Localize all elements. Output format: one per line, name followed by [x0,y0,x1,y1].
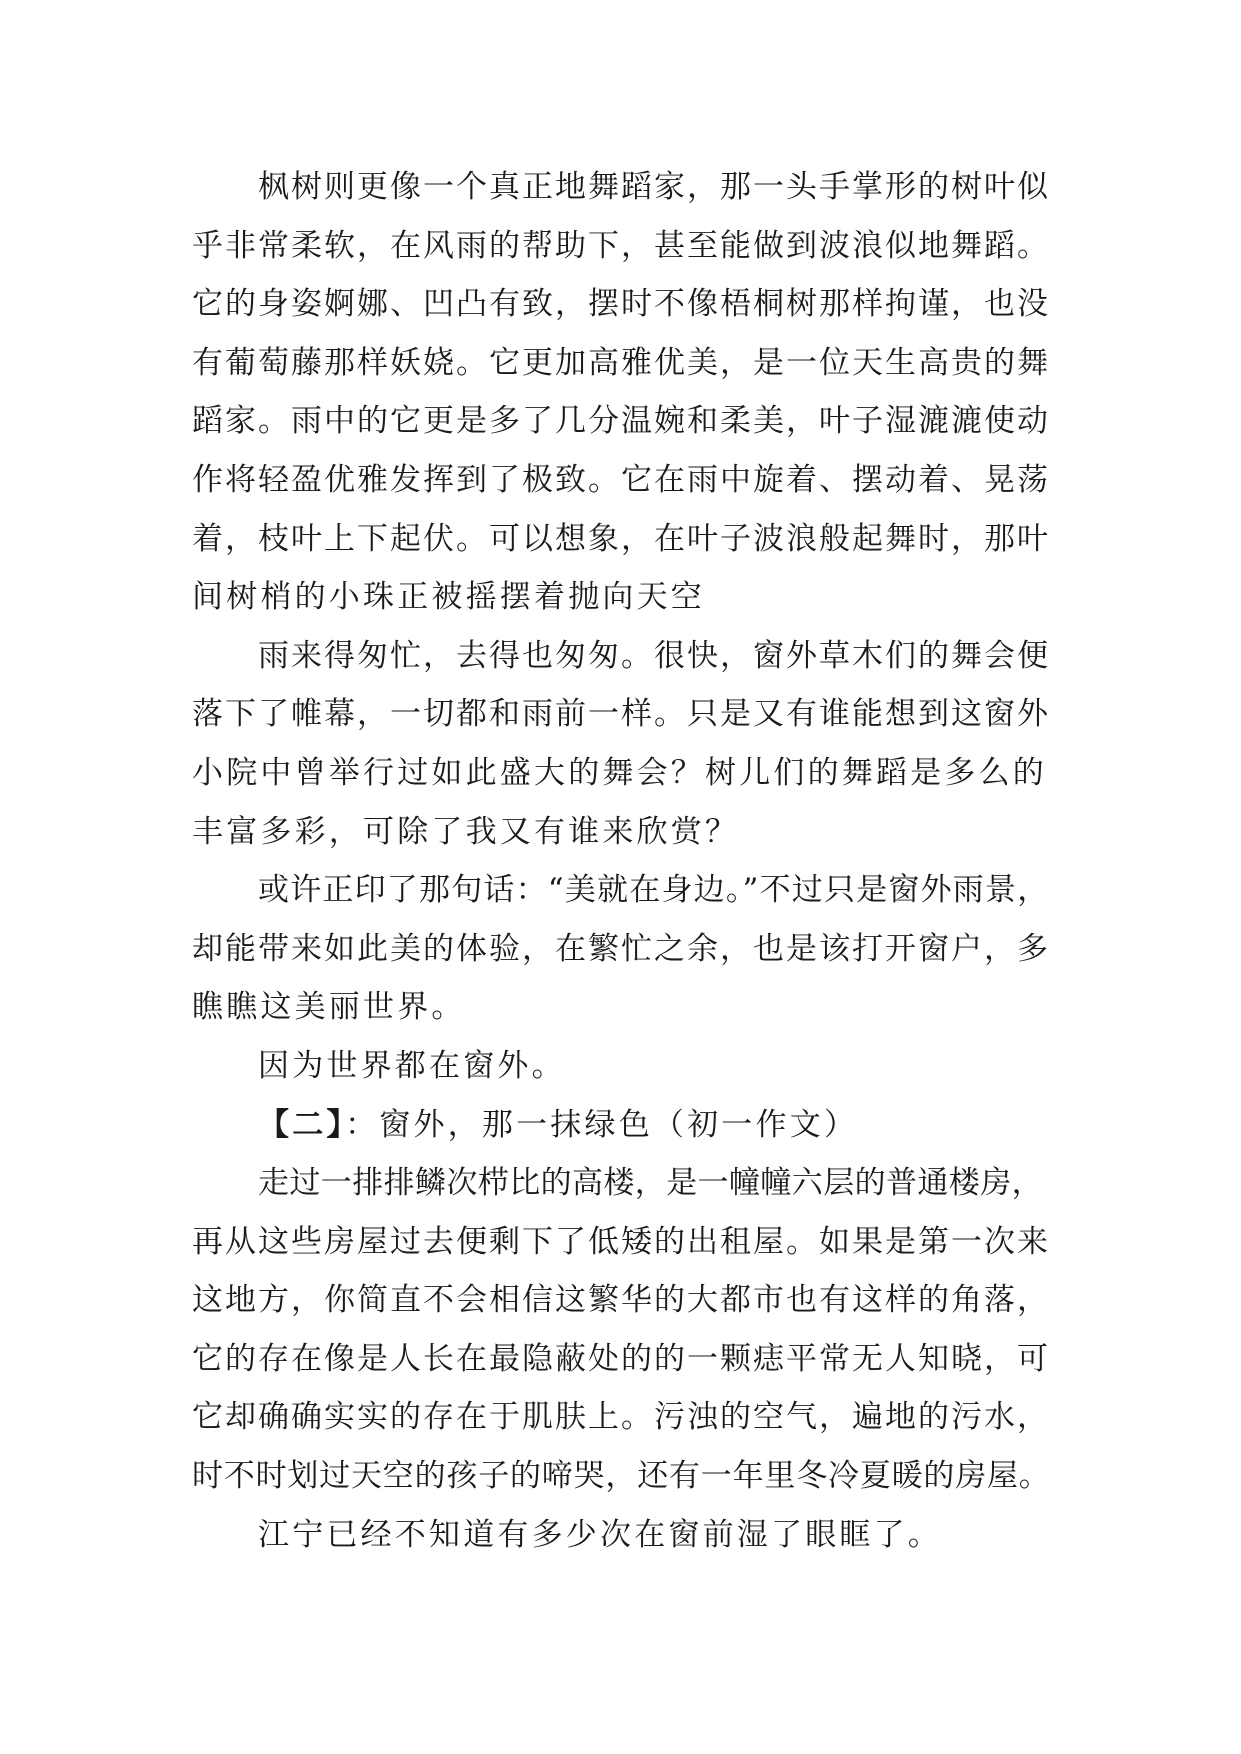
text-line: 它却确确实实的存在于肌肤上。污浊的空气，遍地的污水， [192,1399,1050,1436]
text-line: 有葡萄藤那样妖娆。它更加高雅优美，是一位天生高贵的舞 [192,344,1050,381]
text-line: 作将轻盈优雅发挥到了极致。它在雨中旋着、摆动着、晃荡 [192,461,1050,498]
section-heading [192,1096,1052,1155]
text-line: 丰富多彩，可除了我又有谁来欣赏？ [192,813,740,850]
text-line: 乎非常柔软，在风雨的帮助下，甚至能做到波浪似地舞蹈。 [192,227,1050,264]
text-line: 再从这些房屋过去便剩下了低矮的出租屋。如果是第一次来 [192,1223,1050,1260]
text-line: 它的身姿婀娜、凹凸有致，摆时不像梧桐树那样拘谨，也没 [192,286,1050,323]
text-line: 枫树则更像一个真正地舞蹈家，那一头手掌形的树叶似 [258,169,1050,205]
text-line: 走过一排排鳞次栉比的高楼，是一幢幢六层的普通楼房， [258,1165,1043,1202]
text-line: 或许正印了那句话：“美就在身边。”不过只是窗外雨景， [258,872,1050,909]
text-line: 小院中曾举行过如此盛大的舞会？树儿们的舞蹈是多么的 [192,754,1047,791]
section-heading-bracket: 【二】 [258,1106,346,1143]
text-line: 这地方，你简直不会相信这繁华的大都市也有这样的角落， [192,1282,1050,1319]
text-line: 落下了帷幕，一切都和雨前一样。只是又有谁能想到这窗外 [192,696,1050,733]
text-line: 间树梢的小珠正被摇摆着抛向天空 [192,579,705,616]
text-line: 它的存在像是人长在最隐蔽处的的一颗痣平常无人知晓，可 [192,1340,1050,1377]
text-line: 却能带来如此美的体验，在繁忙之余，也是该打开窗户，多 [192,930,1050,967]
text-line: 雨来得匆忙，去得也匆匆。很快，窗外草木们的舞会便 [258,637,1050,674]
section-heading-title: ：窗外，那一抹绿色（初一作文） [345,1106,859,1143]
text-line: 瞧瞧这美丽世界。 [192,989,466,1026]
text-line: 时不时划过天空的孩子的啼哭，还有一年里冬冷夏暖的房屋。 [192,1458,1051,1495]
text-line: 因为世界都在窗外。 [258,1047,566,1084]
text-line: 着，枝叶上下起伏。可以想象，在叶子波浪般起舞时，那叶 [192,520,1050,557]
text-line: 江宁已经不知道有多少次在窗前湿了眼眶了。 [258,1516,942,1553]
text-line: 蹈家。雨中的它更是多了几分温婉和柔美，叶子湿漉漉使动 [192,403,1050,440]
document-body [192,158,1052,1564]
